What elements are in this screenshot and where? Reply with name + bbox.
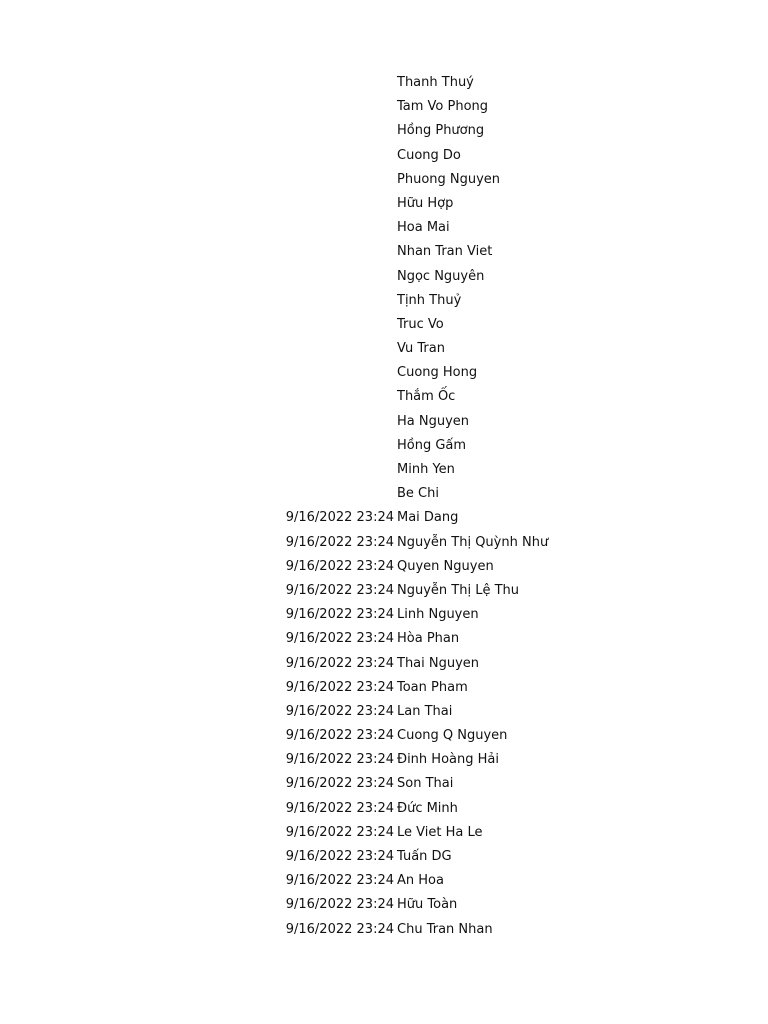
list-row [0, 434, 768, 458]
row-timestamp: 9/16/2022 23:24 [285, 849, 394, 864]
row-timestamp: 9/16/2022 23:24 [285, 679, 394, 695]
row-timestamp: 9/16/2022 23:24 [285, 897, 394, 913]
row-name: Cuong Hong [397, 365, 478, 381]
list-row [0, 869, 768, 893]
row-name: Nhan Tran Viet [397, 244, 493, 260]
row-name: Chu Tran Nhan [397, 921, 493, 937]
name-list [0, 71, 768, 942]
row-name: Tam Vo Phong [397, 99, 489, 115]
row-name: Thắm Ốc [397, 389, 456, 405]
list-row [0, 216, 768, 240]
row-name: Hòa Phan [397, 631, 460, 647]
row-name: Đức Minh [397, 800, 458, 816]
row-timestamp: 9/16/2022 23:24 [285, 703, 394, 719]
list-row [0, 652, 768, 676]
list-row [0, 724, 768, 748]
list-row [0, 772, 768, 796]
row-timestamp: 9/16/2022 23:24 [285, 558, 394, 574]
row-name: Ngọc Nguyên [397, 268, 485, 284]
row-timestamp: 9/16/2022 23:24 [285, 800, 394, 816]
row-name: Le Viet Ha Le [397, 824, 483, 840]
row-name: Hữu Toàn [397, 897, 458, 913]
row-name: Hồng Gấm [397, 437, 467, 453]
list-row [0, 506, 768, 530]
list-row [0, 144, 768, 168]
list-row [0, 579, 768, 603]
row-timestamp: 9/16/2022 23:24 [285, 582, 394, 598]
row-name: Lan Thai [397, 703, 453, 719]
list-row [0, 361, 768, 385]
list-row [0, 192, 768, 216]
row-name: Minh Yen [397, 462, 455, 477]
list-row [0, 313, 768, 337]
list-row [0, 289, 768, 313]
list-row [0, 845, 768, 869]
row-name: Thai Nguyen [397, 655, 480, 671]
row-name: Mai Dang [397, 510, 459, 526]
row-timestamp: 9/16/2022 23:24 [285, 728, 394, 744]
list-row [0, 95, 768, 119]
list-row [0, 119, 768, 143]
row-timestamp: 9/16/2022 23:24 [285, 655, 394, 671]
row-timestamp: 9/16/2022 23:24 [285, 510, 394, 526]
row-timestamp: 9/16/2022 23:24 [285, 873, 394, 889]
row-name: Đinh Hoàng Hải [397, 752, 499, 768]
row-name: Cuong Q Nguyen [397, 728, 508, 744]
list-row [0, 410, 768, 434]
row-timestamp: 9/16/2022 23:24 [285, 631, 394, 647]
row-name: Quyen Nguyen [397, 558, 494, 574]
row-name: Hồng Phương [397, 123, 485, 139]
list-row [0, 458, 768, 482]
row-timestamp: 9/16/2022 23:24 [285, 607, 394, 623]
list-row [0, 265, 768, 289]
list-row [0, 748, 768, 772]
list-row [0, 603, 768, 627]
row-name: Hữu Hợp [397, 195, 454, 211]
list-row [0, 385, 768, 409]
row-name: Vu Tran [397, 341, 445, 357]
row-timestamp: 9/16/2022 23:24 [285, 776, 394, 792]
list-row [0, 893, 768, 917]
row-name: Nguyễn Thị Quỳnh Như [397, 534, 549, 550]
row-name: Ha Nguyen [397, 413, 470, 429]
row-name: Tịnh Thuỷ [397, 292, 462, 308]
list-row [0, 71, 768, 95]
row-name: Phuong Nguyen [397, 171, 501, 187]
row-name: An Hoa [397, 873, 444, 889]
row-timestamp: 9/16/2022 23:24 [285, 921, 394, 937]
row-name: Linh Nguyen [397, 607, 479, 623]
row-name: Tuấn DG [397, 849, 452, 864]
list-row [0, 240, 768, 264]
list-row [0, 700, 768, 724]
list-row [0, 531, 768, 555]
list-row [0, 627, 768, 651]
row-name: Thanh Thuý [397, 75, 474, 90]
list-row [0, 168, 768, 192]
list-row [0, 676, 768, 700]
row-name: Son Thai [397, 776, 454, 792]
row-name: Toan Pham [397, 679, 468, 695]
row-timestamp: 9/16/2022 23:24 [285, 752, 394, 768]
row-timestamp: 9/16/2022 23:24 [285, 534, 394, 550]
row-name: Nguyễn Thị Lệ Thu [397, 582, 519, 598]
row-name: Cuong Do [397, 147, 461, 163]
row-timestamp: 9/16/2022 23:24 [285, 824, 394, 840]
list-row [0, 821, 768, 845]
row-name: Be Chi [397, 486, 439, 502]
list-row [0, 555, 768, 579]
list-row [0, 482, 768, 506]
row-name: Truc Vo [397, 316, 444, 332]
list-row [0, 337, 768, 361]
list-row [0, 797, 768, 821]
row-name: Hoa Mai [397, 220, 450, 236]
list-row [0, 918, 768, 942]
